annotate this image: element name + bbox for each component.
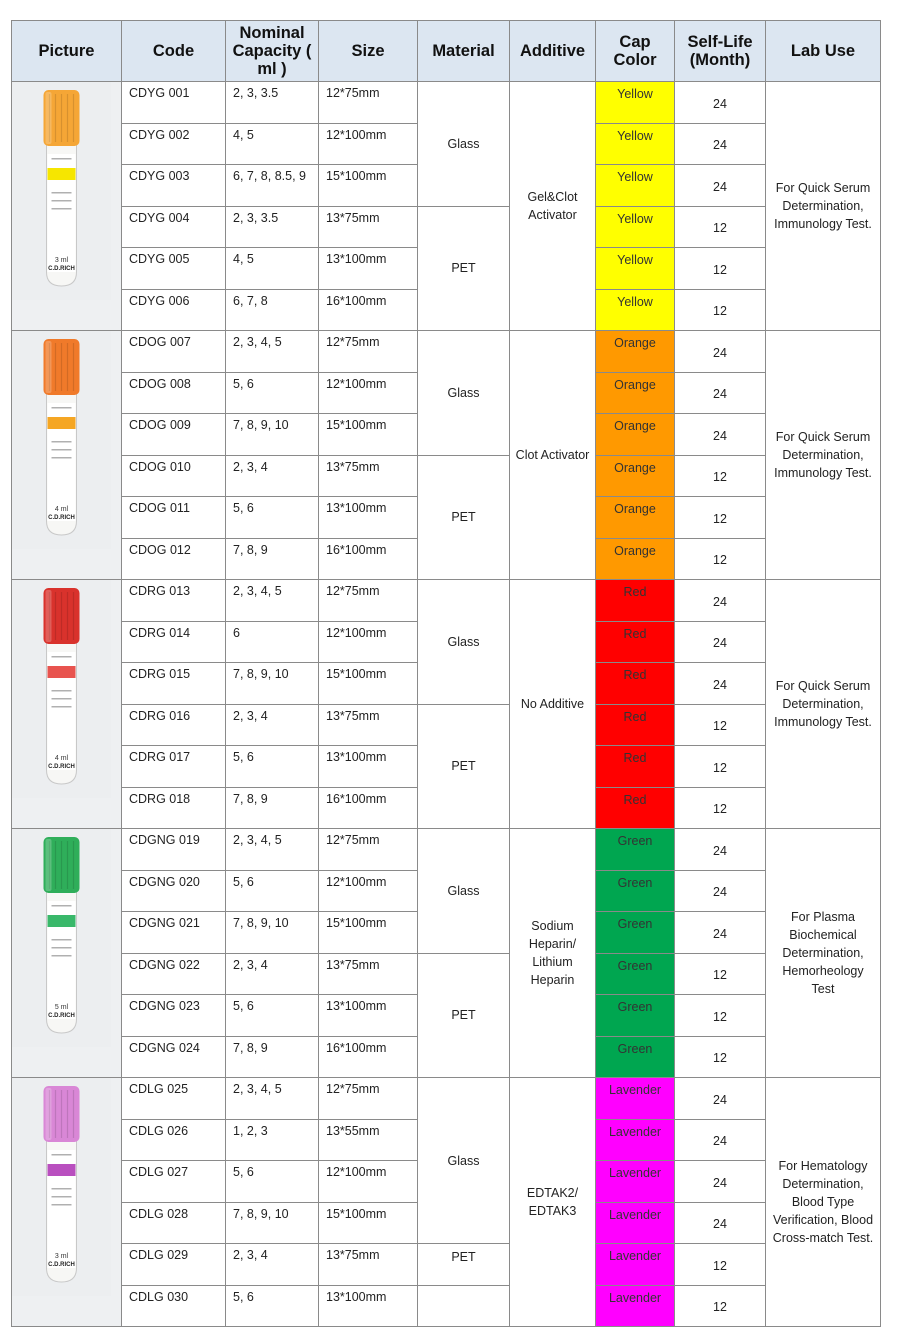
size-cell: 12*100mm [319,870,418,912]
shelf-life-cell: 24 [675,1202,766,1244]
capacity-cell: 7, 8, 9, 10 [226,912,319,954]
capacity-cell: 7, 8, 9, 10 [226,663,319,705]
size-cell: 12*100mm [319,621,418,663]
cap-color-cell: Orange [596,538,675,580]
table-row [12,829,881,871]
code-cell: CDRG 017 [122,746,226,788]
header-material: Material [418,21,510,82]
product-spec-sheet [11,20,881,1327]
tube-picture-cell [12,829,122,1078]
shelf-life-cell: 24 [675,331,766,373]
code-cell: CDOG 009 [122,414,226,456]
tube-color-band [48,1164,76,1176]
shelf-life-cell: 12 [675,248,766,290]
code-cell: CDRG 013 [122,580,226,622]
code-cell: CDGNG 024 [122,1036,226,1078]
tube-volume-text: 5 ml [54,1004,69,1011]
size-cell: 12*75mm [319,82,418,124]
material-cell: PET [418,1244,510,1286]
cap-color-cell: Green [596,953,675,995]
cap-color-cell: Lavender [596,1161,675,1203]
size-cell: 13*100mm [319,248,418,290]
cap-color-cell: Yellow [596,206,675,248]
shelf-life-cell: 24 [675,1161,766,1203]
cap-color-cell: Lavender [596,1285,675,1327]
tube-color-band [48,417,76,429]
cap-color-cell: Orange [596,455,675,497]
cap-color-cell: Lavender [596,1202,675,1244]
cap-color-cell: Green [596,995,675,1037]
shelf-life-cell: 12 [675,497,766,539]
table-row [12,1244,881,1286]
size-cell: 13*100mm [319,1285,418,1327]
capacity-cell: 5, 6 [226,1161,319,1203]
shelf-life-cell: 12 [675,953,766,995]
cap-color-cell: Lavender [596,1119,675,1161]
code-cell: CDGNG 019 [122,829,226,871]
table-row [12,331,881,373]
capacity-cell: 7, 8, 9 [226,1036,319,1078]
lab-use-cell: For Plasma Biochemical Determination, Hemorheology Test [766,829,881,1078]
cap-color-cell: Orange [596,414,675,456]
code-cell: CDGNG 022 [122,953,226,995]
cap-color-cell: Red [596,663,675,705]
size-cell: 16*100mm [319,787,418,829]
size-cell: 13*75mm [319,953,418,995]
capacity-cell: 5, 6 [226,372,319,414]
shelf-life-cell: 12 [675,995,766,1037]
shelf-life-cell: 24 [675,82,766,124]
capacity-cell: 5, 6 [226,746,319,788]
material-cell: Glass [418,82,510,207]
tube-brand-text: C.D.RICH [48,1013,75,1019]
capacity-cell: 4, 5 [226,123,319,165]
shelf-life-cell: 12 [675,538,766,580]
capacity-cell: 2, 3, 4, 5 [226,829,319,871]
code-cell: CDRG 015 [122,663,226,705]
table-row [12,704,881,746]
size-cell: 15*100mm [319,165,418,207]
tube-color-band [48,666,76,678]
code-cell: CDYG 003 [122,165,226,207]
table-row [12,206,881,248]
shelf-life-cell: 12 [675,1036,766,1078]
size-cell: 12*100mm [319,372,418,414]
tube-image [12,1078,111,1296]
code-cell: CDLG 027 [122,1161,226,1203]
cap-color-cell: Green [596,829,675,871]
capacity-cell: 2, 3, 4 [226,704,319,746]
tube-brand-text: C.D.RICH [48,266,75,272]
shelf-life-cell: 24 [675,372,766,414]
size-cell: 13*75mm [319,455,418,497]
size-cell: 13*55mm [319,1119,418,1161]
shelf-life-cell: 24 [675,621,766,663]
cap-color-cell: Green [596,912,675,954]
code-cell: CDRG 014 [122,621,226,663]
code-cell: CDYG 001 [122,82,226,124]
size-cell: 15*100mm [319,912,418,954]
cap-color-cell: Lavender [596,1078,675,1120]
size-cell: 12*100mm [319,1161,418,1203]
shelf-life-cell: 24 [675,829,766,871]
size-cell: 12*75mm [319,829,418,871]
capacity-cell: 4, 5 [226,248,319,290]
shelf-life-cell: 24 [675,123,766,165]
capacity-cell: 2, 3, 4, 5 [226,1078,319,1120]
shelf-life-cell: 24 [675,414,766,456]
tube-color-band [48,168,76,180]
additive-cell: Sodium Heparin/ Lithium Heparin [510,829,596,1078]
shelf-life-cell: 24 [675,580,766,622]
size-cell: 13*100mm [319,995,418,1037]
code-cell: CDLG 028 [122,1202,226,1244]
code-cell: CDRG 018 [122,787,226,829]
shelf-life-cell: 12 [675,206,766,248]
tube-volume-text: 3 ml [54,257,69,264]
capacity-cell: 6, 7, 8 [226,289,319,331]
size-cell: 13*75mm [319,704,418,746]
shelf-life-cell: 12 [675,704,766,746]
code-cell: CDOG 012 [122,538,226,580]
cap-color-cell: Lavender [596,1244,675,1286]
code-cell: CDOG 010 [122,455,226,497]
capacity-cell: 7, 8, 9, 10 [226,414,319,456]
capacity-cell: 2, 3, 4, 5 [226,331,319,373]
material-cell: PET [418,455,510,580]
capacity-cell: 7, 8, 9, 10 [226,1202,319,1244]
header-picture: Picture [12,21,122,82]
capacity-cell: 2, 3, 4 [226,1244,319,1286]
code-cell: CDLG 029 [122,1244,226,1286]
cap-color-cell: Yellow [596,289,675,331]
cap-color-cell: Orange [596,497,675,539]
code-cell: CDYG 006 [122,289,226,331]
tube-color-band [48,915,76,927]
material-cell: Glass [418,1078,510,1244]
code-cell: CDGNG 023 [122,995,226,1037]
material-cell: Glass [418,829,510,954]
cap-color-cell: Red [596,746,675,788]
table-row [12,1285,881,1327]
tube-image [12,829,111,1047]
capacity-cell: 6, 7, 8, 8.5, 9 [226,165,319,207]
size-cell: 13*75mm [319,206,418,248]
code-cell: CDLG 030 [122,1285,226,1327]
tube-picture-cell [12,580,122,829]
tube-image [12,82,111,300]
tube-image [12,331,111,549]
tube-brand-text: C.D.RICH [48,764,75,770]
code-cell: CDGNG 021 [122,912,226,954]
additive-cell: Clot Activator [510,331,596,580]
header-code: Code [122,21,226,82]
size-cell: 15*100mm [319,414,418,456]
size-cell: 15*100mm [319,1202,418,1244]
shelf-life-cell: 24 [675,870,766,912]
capacity-cell: 7, 8, 9 [226,538,319,580]
cap-color-cell: Yellow [596,82,675,124]
shelf-life-cell: 24 [675,1078,766,1120]
code-cell: CDYG 004 [122,206,226,248]
material-cell: PET [418,206,510,331]
tube-brand-text: C.D.RICH [48,1262,75,1268]
cap-color-cell: Yellow [596,165,675,207]
material-cell: Glass [418,580,510,705]
tube-volume-text: 4 ml [54,755,69,762]
table-row [12,580,881,622]
capacity-cell: 2, 3, 4, 5 [226,580,319,622]
lab-use-cell: For Hematology Determination, Blood Type Verification, Blood Cross-match Test. [766,1078,881,1327]
header-row [12,21,881,82]
size-cell: 13*75mm [319,1244,418,1286]
capacity-cell: 2, 3, 4 [226,953,319,995]
capacity-cell: 6 [226,621,319,663]
material-cell: Glass [418,331,510,456]
capacity-cell: 7, 8, 9 [226,787,319,829]
header-size: Size [319,21,418,82]
additive-cell: Gel&Clot Activator [510,82,596,331]
size-cell: 12*75mm [319,331,418,373]
capacity-cell: 1, 2, 3 [226,1119,319,1161]
shelf-life-cell: 12 [675,746,766,788]
shelf-life-cell: 12 [675,1285,766,1327]
material-cell: PET [418,953,510,1078]
cap-color-cell: Red [596,621,675,663]
code-cell: CDLG 025 [122,1078,226,1120]
cap-color-cell: Yellow [596,123,675,165]
cap-color-cell: Red [596,580,675,622]
size-cell: 16*100mm [319,1036,418,1078]
code-cell: CDLG 026 [122,1119,226,1161]
header-lab-use: Lab Use [766,21,881,82]
tube-brand-text: C.D.RICH [48,515,75,521]
code-cell: CDOG 011 [122,497,226,539]
lab-use-cell: For Quick Serum Determination, Immunology Test. [766,331,881,580]
capacity-cell: 5, 6 [226,995,319,1037]
code-cell: CDYG 005 [122,248,226,290]
shelf-life-cell: 24 [675,1119,766,1161]
tube-picture-cell [12,331,122,580]
cap-color-cell: Red [596,704,675,746]
table-row [12,1078,881,1120]
header-shelf-life: Self-Life (Month) [675,21,766,82]
shelf-life-cell: 24 [675,663,766,705]
shelf-life-cell: 24 [675,165,766,207]
size-cell: 16*100mm [319,538,418,580]
tube-picture-cell [12,82,122,331]
cap-color-cell: Red [596,787,675,829]
capacity-cell: 5, 6 [226,497,319,539]
size-cell: 12*75mm [319,1078,418,1120]
cap-color-cell: Green [596,1036,675,1078]
code-cell: CDGNG 020 [122,870,226,912]
lab-use-cell: For Quick Serum Determination, Immunology Test. [766,82,881,331]
table-row [12,82,881,124]
size-cell: 15*100mm [319,663,418,705]
table-row [12,455,881,497]
tube-picture-cell [12,1078,122,1327]
shelf-life-cell: 24 [675,912,766,954]
shelf-life-cell: 12 [675,1244,766,1286]
size-cell: 13*100mm [319,746,418,788]
tube-image [12,580,111,798]
blood-tube-table [11,20,881,1327]
size-cell: 12*75mm [319,580,418,622]
capacity-cell: 2, 3, 3.5 [226,206,319,248]
capacity-cell: 5, 6 [226,870,319,912]
cap-color-cell: Yellow [596,248,675,290]
code-cell: CDRG 016 [122,704,226,746]
shelf-life-cell: 12 [675,787,766,829]
shelf-life-cell: 12 [675,455,766,497]
tube-volume-text: 4 ml [54,506,69,513]
code-cell: CDOG 008 [122,372,226,414]
header-capacity: Nominal Capacity ( ml ) [226,21,319,82]
capacity-cell: 5, 6 [226,1285,319,1327]
header-additive: Additive [510,21,596,82]
capacity-cell: 2, 3, 4 [226,455,319,497]
table-row [12,953,881,995]
size-cell: 12*100mm [319,123,418,165]
additive-cell: No Additive [510,580,596,829]
material-cell: PET [418,704,510,829]
material-cell-empty [418,1285,510,1327]
capacity-cell: 2, 3, 3.5 [226,82,319,124]
code-cell: CDYG 002 [122,123,226,165]
cap-color-cell: Green [596,870,675,912]
additive-cell: EDTAK2/ EDTAK3 [510,1078,596,1327]
cap-color-cell: Orange [596,331,675,373]
header-cap-color: Cap Color [596,21,675,82]
cap-color-cell: Orange [596,372,675,414]
tube-volume-text: 3 ml [54,1253,69,1260]
lab-use-cell: For Quick Serum Determination, Immunology Test. [766,580,881,829]
code-cell: CDOG 007 [122,331,226,373]
shelf-life-cell: 12 [675,289,766,331]
size-cell: 16*100mm [319,289,418,331]
size-cell: 13*100mm [319,497,418,539]
